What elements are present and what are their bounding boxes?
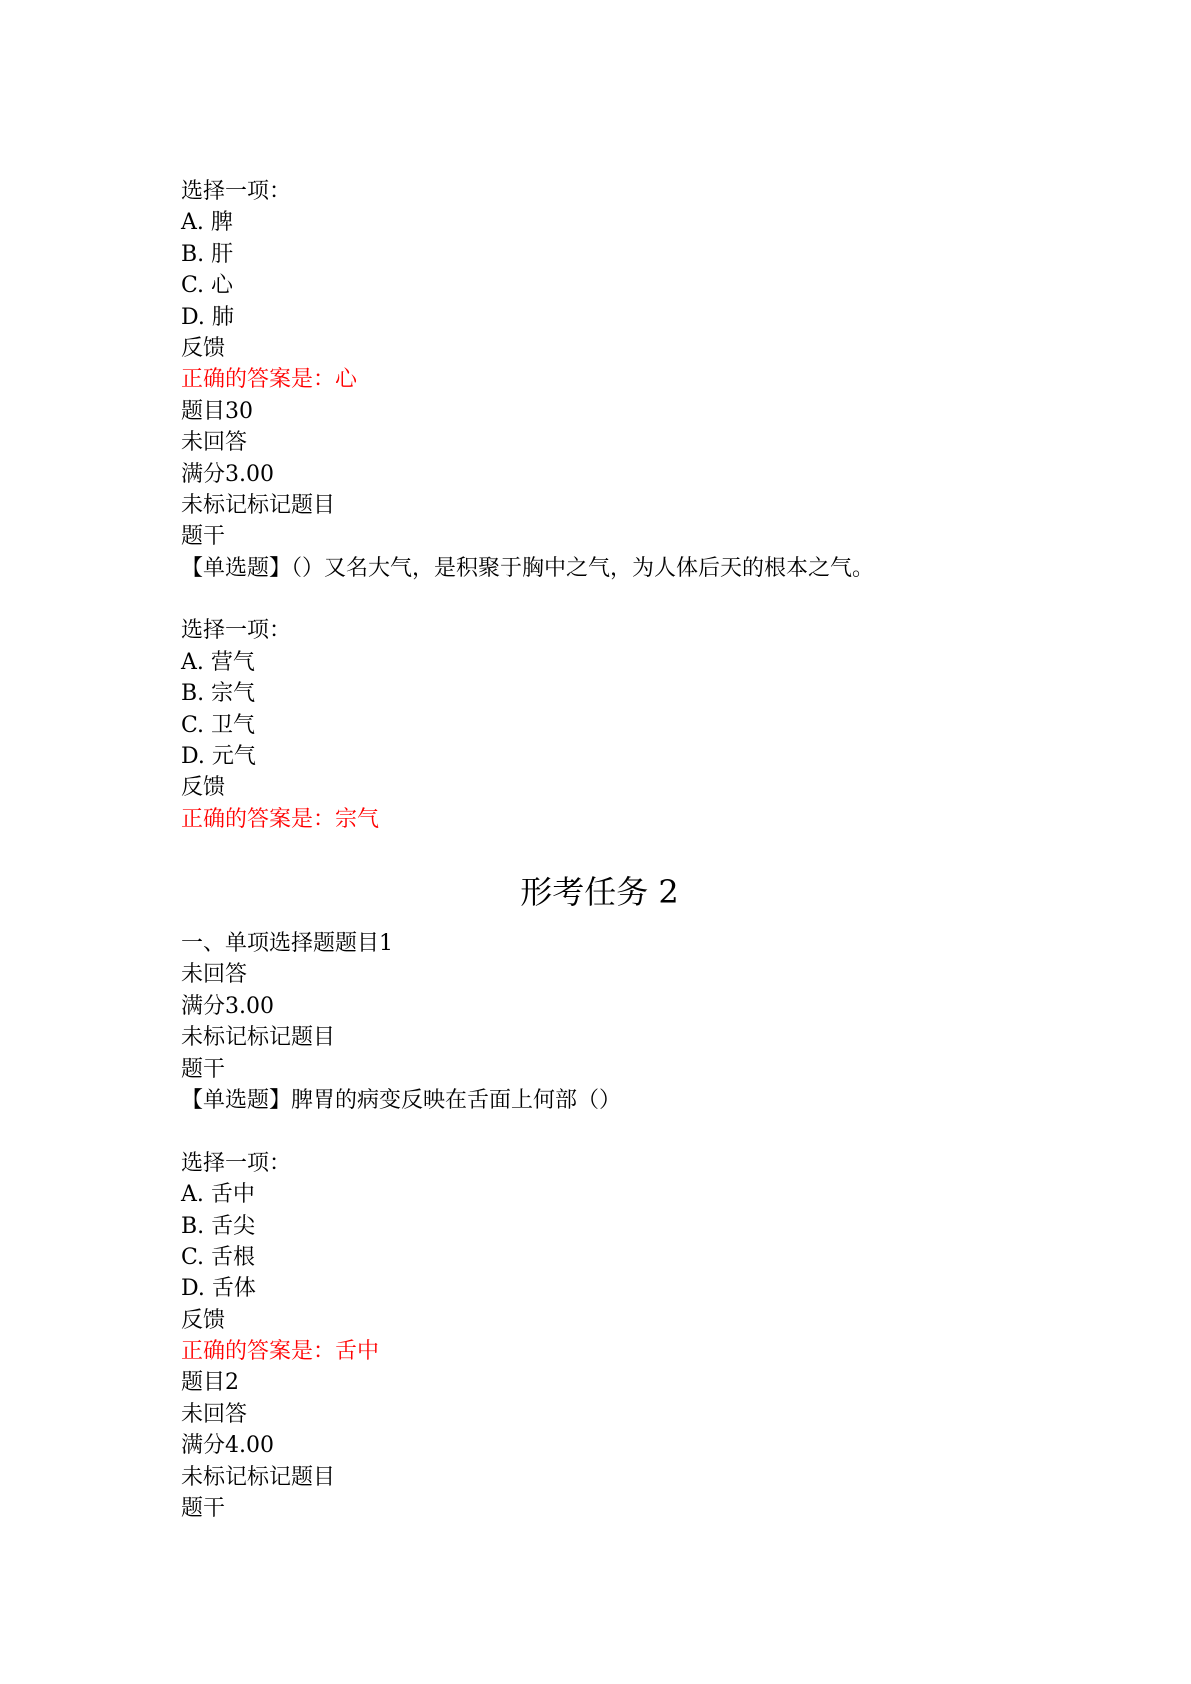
stem-label: 题干 (181, 524, 226, 550)
option-c: C. 心 (181, 273, 234, 299)
question-number: 一、单项选择题题目1 (181, 931, 393, 956)
question-flag: 未标记标记题目 (181, 1464, 336, 1490)
question-flag: 未标记标记题目 (181, 492, 336, 518)
feedback-label: 反馈 (181, 335, 226, 361)
option-b: B. 肝 (181, 241, 234, 267)
correct-answer: 正确的答案是：宗气 (181, 806, 380, 832)
choice-prompt: 选择一项： (181, 618, 292, 644)
spacer (181, 584, 1081, 615)
question-text: 【单选题】（）又名大气，是积聚于胸中之气，为人体后天的根本之气。 (181, 555, 875, 581)
feedback-label: 反馈 (181, 775, 226, 801)
correct-answer: 正确的答案是：心 (181, 367, 358, 393)
stem-label: 题干 (181, 1056, 226, 1082)
question-flag: 未标记标记题目 (181, 1025, 336, 1051)
question-score: 满分3.00 (181, 461, 274, 487)
option-d: D. 元气 (181, 744, 256, 770)
section-heading: 形考任务 2 (520, 873, 679, 911)
option-b: B. 宗气 (181, 681, 256, 707)
task2-block (181, 928, 1081, 1524)
option-b: B. 舌尖 (181, 1213, 256, 1239)
question-status: 未回答 (181, 962, 248, 988)
stem-label: 题干 (181, 1496, 226, 1522)
option-c: C. 卫气 (181, 712, 256, 738)
question-score: 满分4.00 (181, 1433, 274, 1459)
option-d: D. 肺 (181, 304, 234, 330)
question-status: 未回答 (181, 1401, 248, 1427)
page-top-block (181, 176, 1081, 835)
option-c: C. 舌根 (181, 1244, 256, 1270)
choice-prompt: 选择一项： (181, 179, 292, 204)
spacer (181, 1116, 1081, 1147)
option-d: D. 舌体 (181, 1276, 256, 1302)
choice-prompt: 选择一项： (181, 1150, 292, 1176)
question-status: 未回答 (181, 430, 248, 456)
option-a: A. 脾 (181, 210, 233, 236)
question-score: 满分3.00 (181, 993, 274, 1019)
option-a: A. 舌中 (181, 1182, 255, 1208)
question-text: 【单选题】脾胃的病变反映在舌面上何部（） (181, 1087, 622, 1113)
option-a: A. 营气 (181, 649, 255, 675)
correct-answer: 正确的答案是：舌中 (181, 1339, 380, 1365)
question-number: 题目2 (181, 1370, 239, 1396)
question-number: 题目30 (181, 398, 253, 424)
feedback-label: 反馈 (181, 1307, 226, 1333)
